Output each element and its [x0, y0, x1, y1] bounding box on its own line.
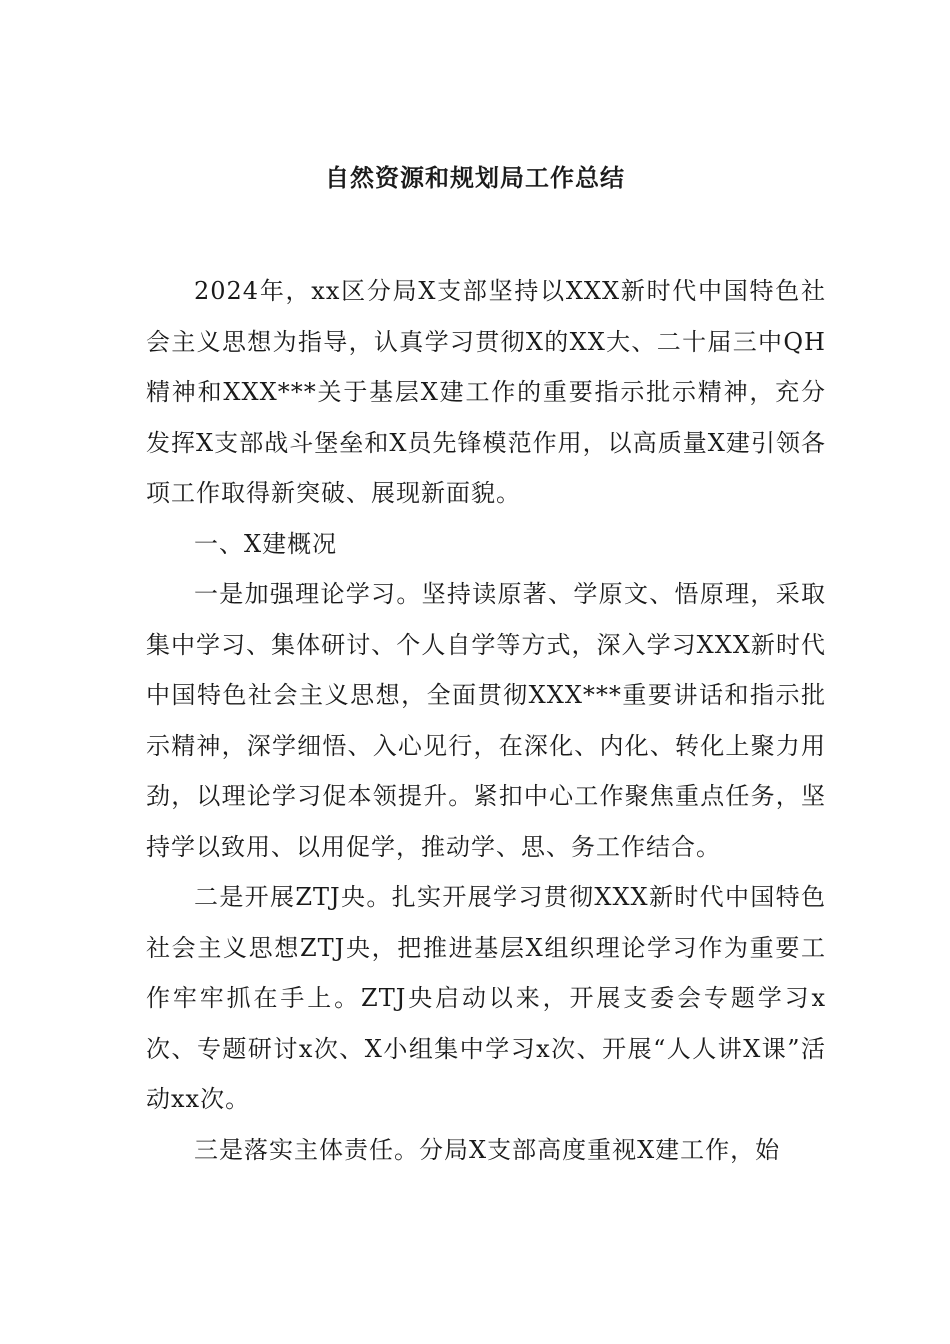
- paragraph-responsibility: 三是落实主体责任。分局X支部高度重视X建工作，始: [194, 1135, 781, 1164]
- section-heading-overview: 一、X建概况: [194, 529, 338, 558]
- document-body: [146, 266, 826, 1175]
- paragraph-themed-education: 二是开展ZTJ央。扎实开展学习贯彻XXX新时代中国特色社会主义思想ZTJ央，把推进基层X组织理论学习作为重要工作牢牢抓在手上。ZTJ央启动以来，开展支委会专题学习x次、专题研讨x次、X小组集中学习x次、开展“人人讲X课”活动xx次。: [146, 883, 826, 1113]
- paragraph-theory-study: 一是加强理论学习。坚持读原著、学原文、悟原理，采取集中学习、集体研讨、个人自学等方式，深入学习XXX新时代中国特色社会主义思想，全面贯彻XXX***重要讲话和指示批示精神，深学细悟、入心见行，在深化、内化、转化上聚力用劲，以理论学习促本领提升。紧扣中心工作聚焦重点任务，坚持学以致用、以用促学，推动学、思、务工作结合。: [146, 580, 826, 861]
- paragraph-intro: 2024年，xx区分局X支部坚持以XXX新时代中国特色社会主义思想为指导，认真学习贯彻X的XX大、二十届三中QH精神和XXX***关于基层X建工作的重要指示批示精神，充分发挥X支部战斗堡垒和X员先锋模范作用，以高质量X建引领各项工作取得新突破、展现新面貌。: [146, 277, 826, 507]
- document-title: 自然资源和规划局工作总结: [325, 164, 625, 192]
